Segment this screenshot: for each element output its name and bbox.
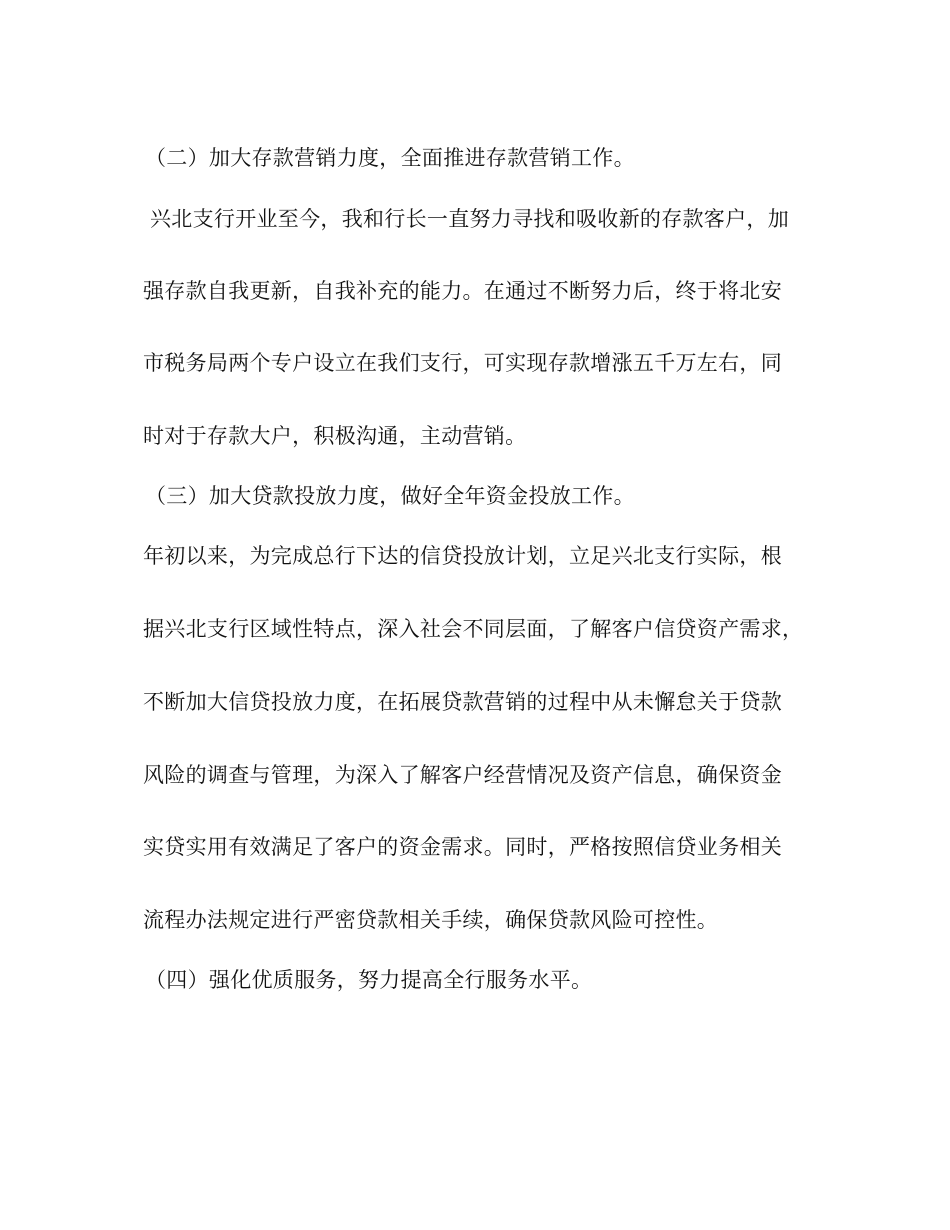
section-heading-3: （三）加大贷款投放力度，做好全年资金投放工作。 [145, 484, 635, 508]
paragraph-line: 强存款自我更新，自我补充的能力。在通过不断努力后，终于将北安 [143, 279, 782, 303]
paragraph-line: 年初以来，为完成总行下达的信贷投放计划，立足兴北支行实际，根 [143, 544, 782, 568]
paragraph-line: 不断加大信贷投放力度，在拓展贷款营销的过程中从未懈怠关于贷款 [143, 690, 782, 714]
paragraph-line: 兴北支行开业至今，我和行长一直努力寻找和吸收新的存款客户，加 [150, 207, 789, 231]
paragraph-line: 据兴北支行区域性特点，深入社会不同层面，了解客户信贷资产需求， [143, 617, 804, 641]
paragraph-line: 时对于存款大户，积极沟通，主动营销。 [143, 424, 527, 448]
paragraph-line: 实贷实用有效满足了客户的资金需求。同时，严格按照信贷业务相关 [143, 835, 782, 859]
paragraph-line: 风险的调查与管理，为深入了解客户经营情况及资产信息，确保资金 [143, 763, 782, 787]
section-heading-4: （四）强化优质服务，努力提高全行服务水平。 [145, 968, 593, 992]
paragraph-line: 流程办法规定进行严密贷款相关手续，确保贷款风险可控性。 [143, 908, 719, 932]
section-heading-2: （二）加大存款营销力度，全面推进存款营销工作。 [145, 146, 635, 170]
paragraph-line: 市税务局两个专户设立在我们支行，可实现存款增涨五千万左右，同 [143, 351, 782, 375]
